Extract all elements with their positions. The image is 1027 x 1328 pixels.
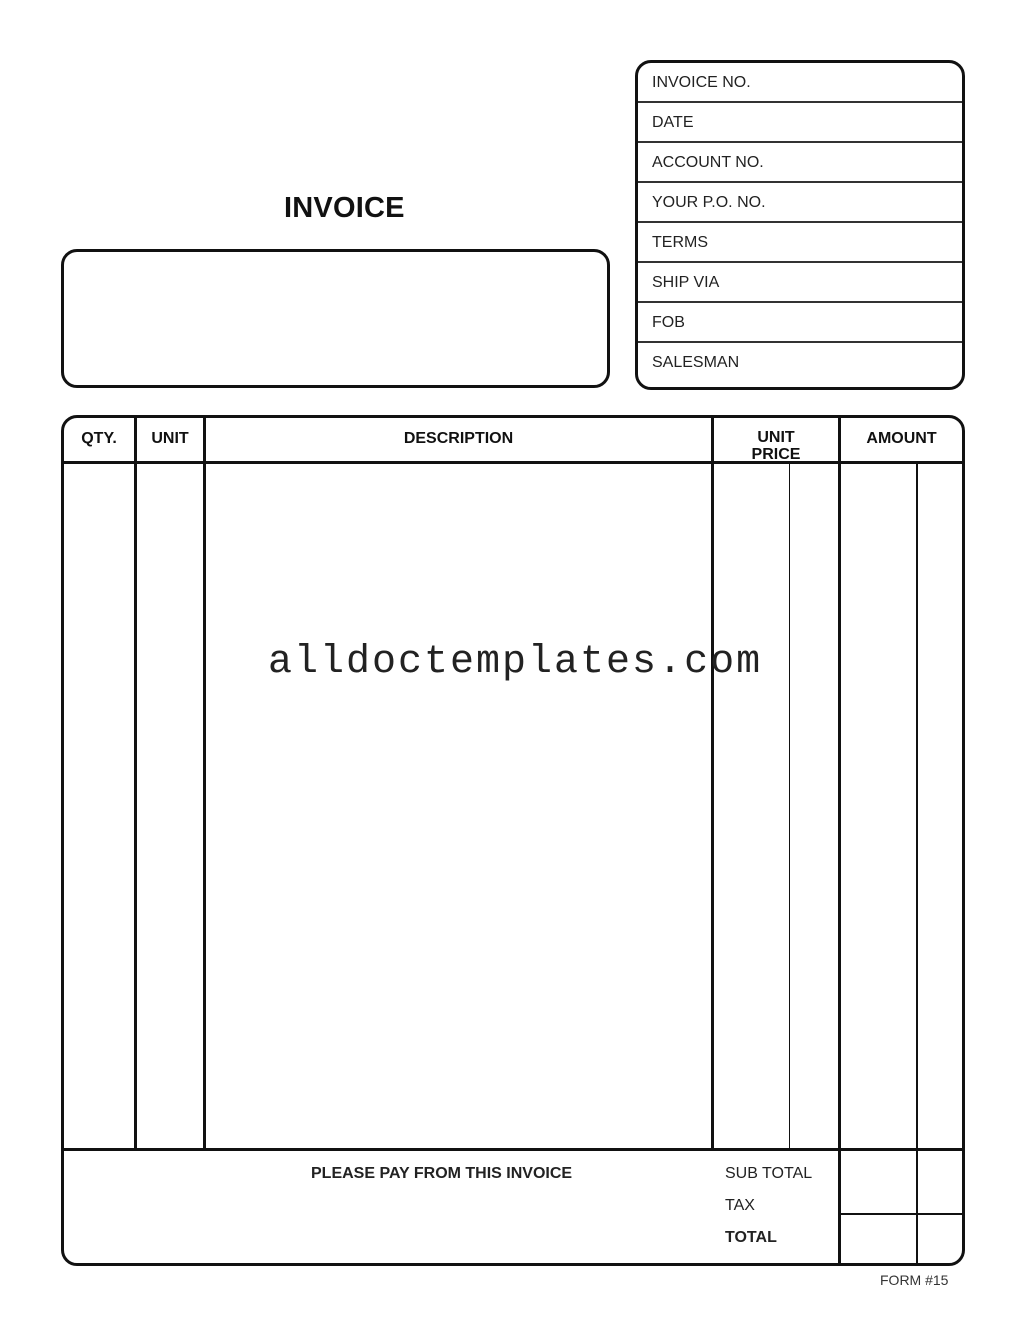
account-number-field[interactable] [638,143,962,183]
description-header: DESCRIPTION [403,430,514,447]
unit-column-divider [203,418,206,1151]
sub-total-label: SUB TOTAL [725,1165,813,1182]
footer-divider [64,1148,962,1151]
po-number-field[interactable] [638,183,962,223]
form-number: FORM #15 [880,1272,949,1288]
description-column-divider [711,418,714,1151]
date-label: DATE [652,114,694,131]
invoice-title: INVOICE [284,192,405,224]
total-divider [838,1213,962,1215]
qty-column-divider [134,418,137,1151]
unit-price-column-divider [838,418,841,1263]
line-items-table [61,415,965,1266]
terms-field[interactable] [638,223,962,263]
watermark: alldoctemplates.com [268,640,763,685]
account-number-label: ACCOUNT NO. [652,154,764,171]
unit-header: UNIT [151,430,189,447]
salesman-field[interactable] [638,343,962,383]
ship-via-label: SHIP VIA [652,274,720,291]
amount-header: AMOUNT [866,430,937,447]
date-field[interactable] [638,103,962,143]
amount-cents-divider [916,462,918,1263]
pay-note: PLEASE PAY FROM THIS INVOICE [311,1165,573,1182]
invoice-info-box [635,60,965,390]
unit-price-cents-divider [789,462,790,1150]
fob-label: FOB [652,314,685,331]
salesman-label: SALESMAN [652,354,740,371]
total-label: TOTAL [725,1229,777,1246]
ship-via-field[interactable] [638,263,962,303]
unit-price-header-line2: PRICE [751,446,801,463]
invoice-number-field[interactable] [638,63,962,103]
terms-label: TERMS [652,234,708,251]
fob-field[interactable] [638,303,962,343]
unit-price-header-line1: UNIT [757,429,795,446]
po-number-label: YOUR P.O. NO. [652,194,766,211]
customer-address-box[interactable] [61,249,610,388]
invoice-number-label: INVOICE NO. [652,74,751,91]
tax-label: TAX [725,1197,755,1214]
qty-header: QTY. [81,430,117,447]
